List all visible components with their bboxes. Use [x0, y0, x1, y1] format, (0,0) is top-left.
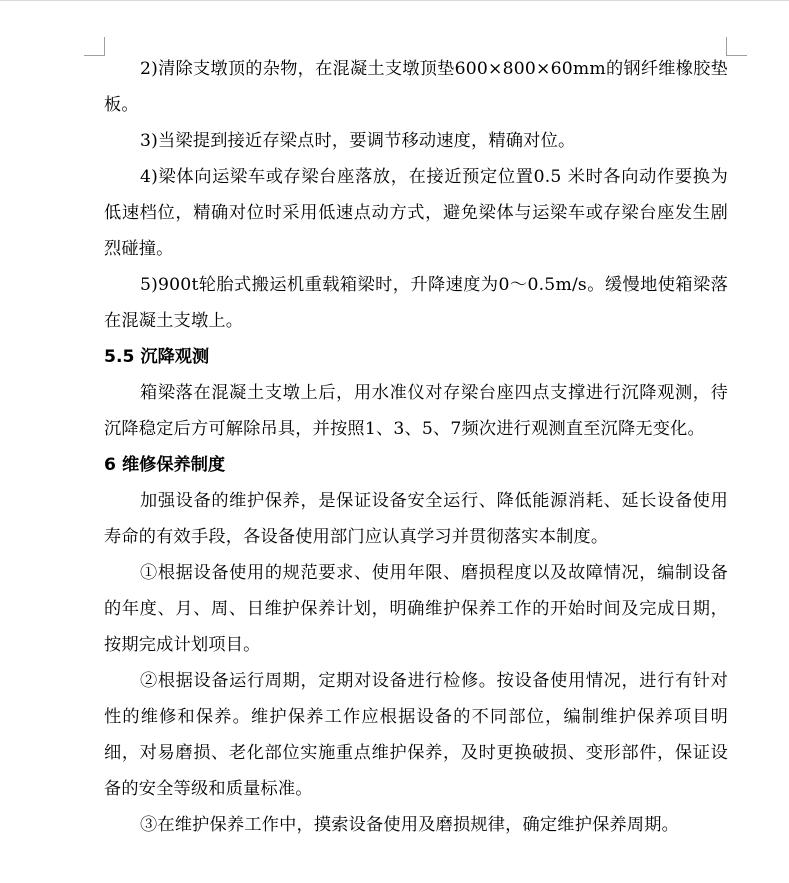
margin-corner-mark-right [726, 37, 747, 56]
document-body [104, 51, 728, 843]
paragraph-step-3: 3)当梁提到接近存梁点时，要调节移动速度，精确对位。 [140, 131, 576, 151]
paragraph-maintenance-intro: 加强设备的维护保养，是保证设备安全运行、降低能源消耗、延长设备使用寿命的有效手段，各设备使用部门应认真学习并贯彻落实本制度。 [104, 491, 728, 547]
paragraph-maintenance-item-3: ③在维护保养工作中，摸索设备使用及磨损规律，确定维护保养周期。 [140, 815, 680, 835]
paragraph-maintenance-item-1: ①根据设备使用的规范要求、使用年限、磨损程度以及故障情况，编制设备的年度、月、周、日维护保养计划，明确维护保养工作的开始时间及完成日期，按期完成计划项目。 [104, 563, 728, 655]
section-heading-maintenance: 6 维修保养制度 [104, 455, 226, 475]
paragraph-settlement-observation: 箱梁落在混凝土支墩上后，用水准仪对存梁台座四点支撑进行沉降观测，待沉降稳定后方可解除吊具，并按照1、3、5、7频次进行观测直至沉降无变化。 [104, 383, 728, 439]
paragraph-maintenance-item-2: ②根据设备运行周期，定期对设备进行检修。按设备使用情况，进行有针对性的维修和保养。维护保养工作应根据设备的不同部位，编制维护保养项目明细，对易磨损、老化部位实施重点维护保养，及时更换破损、变形部件，保证设备的安全等级和质量标准。 [104, 671, 728, 799]
section-heading-settlement: 5.5 沉降观测 [104, 347, 210, 367]
paragraph-step-4: 4)梁体向运梁车或存梁台座落放，在接近预定位置0.5 米时各向动作要换为低速档位，精确对位时采用低速点动方式，避免梁体与运梁车或存梁台座发生剧烈碰撞。 [104, 167, 728, 259]
paragraph-step-2: 2)清除支墩顶的杂物，在混凝土支墩顶垫600×800×60mm的钢纤维橡胶垫板。 [104, 59, 728, 115]
paragraph-step-5: 5)900t轮胎式搬运机重载箱梁时，升降速度为0～0.5m/s。缓慢地使箱梁落在混凝土支墩上。 [104, 275, 728, 331]
margin-corner-mark-left [84, 37, 105, 56]
